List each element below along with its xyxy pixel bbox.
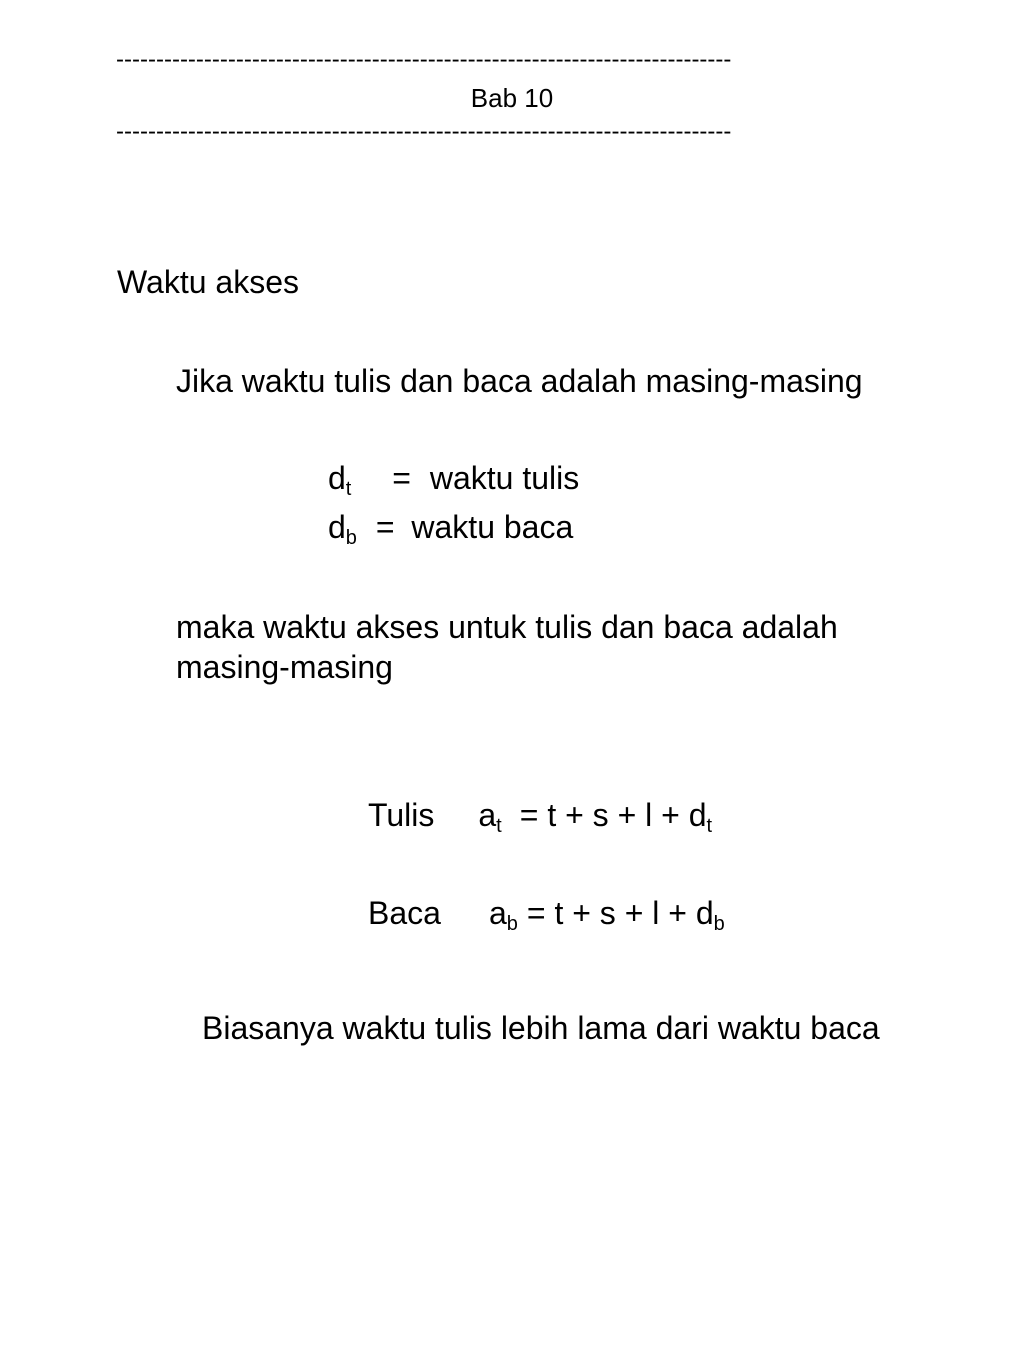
definition-meaning: waktu baca <box>411 509 574 545</box>
definition-read-time <box>328 509 574 549</box>
definition-meaning: waktu tulis <box>429 460 580 496</box>
formula-lhs: a <box>478 797 497 833</box>
definition-equals: = <box>375 509 395 545</box>
formula-lhs: a <box>488 895 507 931</box>
formula-lhs-subscript: t <box>496 815 502 837</box>
formula-label: Baca <box>368 895 441 931</box>
chapter-title: Bab 10 <box>470 83 554 113</box>
header-rule-top: ----------------------------------------------------------------------------- <box>116 48 732 72</box>
header-rule-bottom: ----------------------------------------------------------------------------- <box>116 120 732 144</box>
definition-equals: = <box>392 460 411 496</box>
formula-rhs: = t + s + l + d <box>526 895 714 931</box>
section-heading: Waktu akses <box>117 264 299 300</box>
then-text-line1: maka waktu akses untuk tulis dan baca adalah <box>176 609 838 645</box>
definition-subscript: t <box>345 478 352 500</box>
formula-rhs-subscript: b <box>713 913 725 935</box>
formula-write <box>368 797 713 837</box>
definition-write-time <box>328 460 580 500</box>
formula-label: Tulis <box>368 797 435 833</box>
intro-text: Jika waktu tulis dan baca adalah masing-masing <box>176 363 863 399</box>
definition-symbol: d <box>328 460 346 496</box>
formula-rhs-subscript: t <box>706 815 713 837</box>
definition-symbol: d <box>328 509 346 545</box>
closing-note: Biasanya waktu tulis lebih lama dari waktu baca <box>202 1010 880 1046</box>
formula-lhs-subscript: b <box>506 913 518 935</box>
formula-read <box>368 895 725 935</box>
then-text-line2: masing-masing <box>176 649 393 685</box>
definition-subscript: b <box>345 527 357 549</box>
formula-rhs: = t + s + l + d <box>519 797 707 833</box>
